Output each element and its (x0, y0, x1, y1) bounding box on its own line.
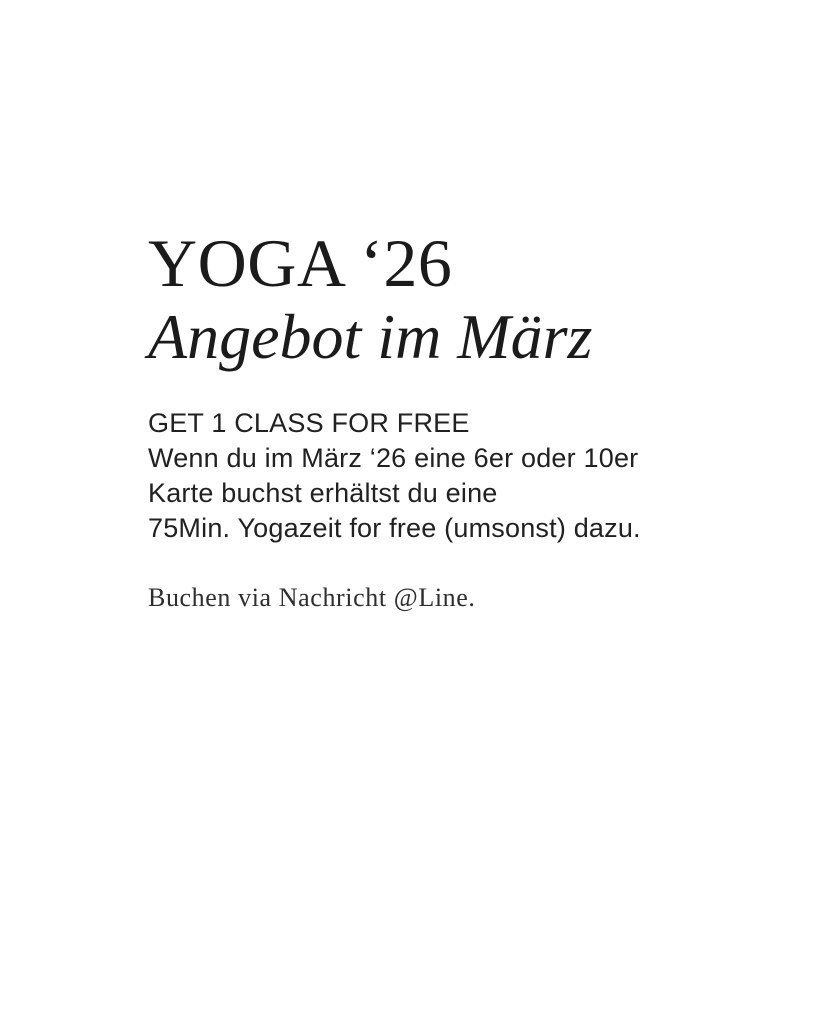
offer-text-block (148, 406, 641, 546)
booking-note: Buchen via Nachricht @Line. (148, 583, 476, 612)
offer-line: Wenn du im März ‘26 eine 6er oder 10er (148, 443, 639, 473)
poster-title: YOGA ‘26 (148, 225, 453, 301)
poster-subtitle: Angebot im März (148, 301, 593, 372)
offer-headline: GET 1 CLASS FOR FREE (148, 408, 470, 438)
offer-line: Karte buchst erhältst du eine (148, 478, 498, 508)
offer-line: 75Min. Yogazeit for free (umsonst) dazu. (148, 513, 641, 543)
